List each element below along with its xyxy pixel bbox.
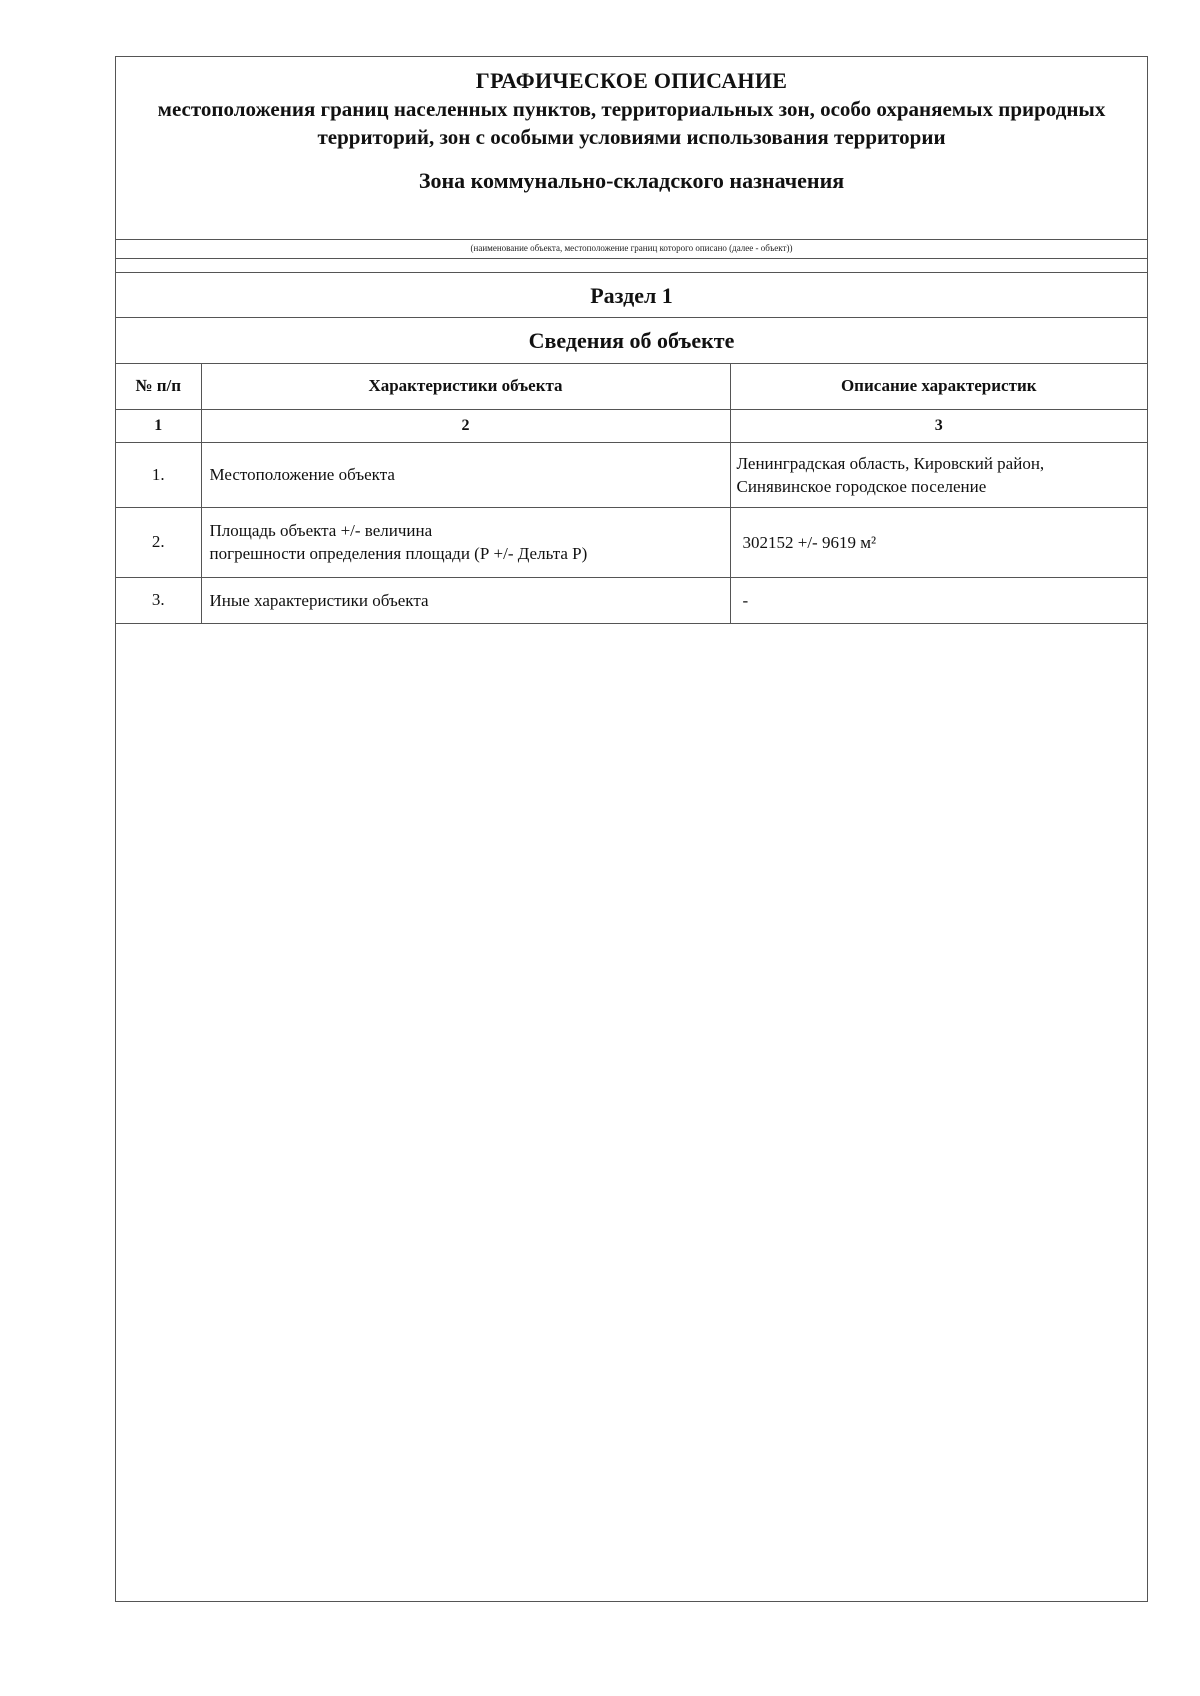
description-line: - [742, 590, 749, 610]
row-description [730, 577, 1147, 623]
column-number: 1 [116, 409, 201, 442]
description-line: Синявинское городское поселение [736, 476, 987, 496]
column-header-description: Описание характеристик [730, 364, 1147, 409]
column-number-row [116, 409, 1147, 442]
column-number: 2 [201, 409, 730, 442]
object-name: Зона коммунально-складского назначения [418, 168, 845, 193]
object-name-caption: (наименование объекта, местоположение границ которого описано (далее - объект)) [116, 240, 1147, 259]
description-line: 302152 +/- 9619 м² [742, 532, 877, 552]
characteristic-line: Площадь объекта +/- величина [209, 521, 433, 540]
document-subtitle: местоположения границ населенных пунктов, территориальных зон, особо охраняемых природных территорий, зон с особыми условиями использования территории [157, 97, 1106, 149]
table-header-row [116, 364, 1147, 409]
object-info-table [116, 364, 1147, 624]
table-row [116, 507, 1147, 577]
characteristic-line: погрешности определения площади (Р +/- Дельта Р) [209, 544, 588, 563]
document-frame [115, 56, 1148, 1602]
table-row [116, 577, 1147, 623]
row-number: 2. [116, 507, 201, 577]
section-heading: Сведения об объекте [116, 318, 1147, 364]
row-characteristic [201, 507, 730, 577]
row-description [730, 442, 1147, 507]
characteristic-line: Местоположение объекта [209, 465, 395, 484]
row-number: 3. [116, 577, 201, 623]
blank-row [116, 259, 1147, 273]
section-label: Раздел 1 [116, 273, 1147, 318]
row-characteristic [201, 577, 730, 623]
column-number: 3 [730, 409, 1147, 442]
column-header-number: № п/п [116, 364, 201, 409]
characteristic-line: Иные характеристики объекта [209, 590, 429, 610]
title-block [116, 57, 1147, 240]
description-line: Ленинградская область, Кировский район, [736, 453, 1045, 473]
row-description [730, 507, 1147, 577]
document-title: ГРАФИЧЕСКОЕ ОПИСАНИЕ [475, 68, 788, 93]
row-number: 1. [116, 442, 201, 507]
row-characteristic [201, 442, 730, 507]
column-header-characteristic: Характеристики объекта [201, 364, 730, 409]
table-row [116, 442, 1147, 507]
